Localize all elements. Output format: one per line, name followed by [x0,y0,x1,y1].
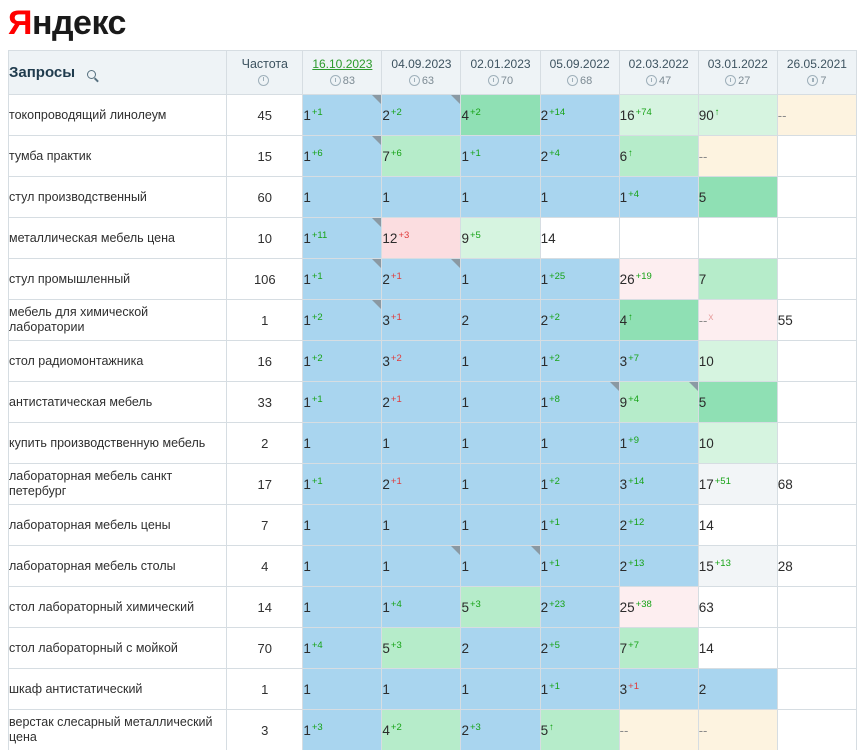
column-date-label-5: 03.01.2022 [707,56,768,71]
position-cell[interactable]: 5 [698,177,777,218]
position-cell[interactable]: $1^{+1}$ [540,546,619,587]
frequency-cell: 60 [227,177,303,218]
position-cell[interactable] [698,136,777,177]
query-cell[interactable]: тумба практик [9,136,227,177]
yandex-logo [8,0,126,46]
delta-indicator: +7 [628,639,639,651]
position-cell[interactable]: 2 [461,628,540,669]
delta-indicator: +1 [549,680,560,692]
position-cell[interactable]: 1 [461,464,540,505]
delta-indicator: +1 [311,270,323,282]
position-cell[interactable]: $2^{+3}$ [461,710,540,750]
position-cell[interactable]: $9^{+4}$ [619,382,698,423]
delta-indicator: +1 [549,516,560,528]
query-cell[interactable]: мебель для химической лаборатории [9,300,227,341]
column-header-date-6[interactable] [777,51,856,95]
delta-indicator: +1 [390,270,402,282]
query-cell[interactable]: лабораторная мебель цены [9,505,227,546]
delta-indicator: +2 [390,721,402,733]
position-cell[interactable]: 1 [382,669,461,710]
position-cell[interactable]: 5 [698,382,777,423]
position-cell[interactable]: $1^{+2}$ [303,300,382,341]
position-cell[interactable] [777,341,856,382]
no-position-dash: -- [698,722,708,738]
delta-indicator: +1 [311,393,323,405]
position-cell[interactable]: 1 [303,587,382,628]
column-header-date-3[interactable] [540,51,619,95]
delta-indicator: +2 [549,311,560,323]
column-header-frequency[interactable] [227,51,303,95]
position-cell[interactable] [777,423,856,464]
delta-indicator: +38 [635,598,652,610]
position-cell[interactable]: $3^{+14}$ [619,464,698,505]
position-cell[interactable]: 1 [303,177,382,218]
column-date-label-0: 16.10.2023 [312,56,373,71]
frequency-cell: 1 [227,300,303,341]
delta-indicator: +4 [311,639,323,651]
position-cell[interactable]: $1^{+1}$ [540,505,619,546]
column-header-date-5[interactable] [698,51,777,95]
column-date-label-6: 26.05.2021 [786,56,847,71]
position-cell[interactable]: 1 [461,423,540,464]
position-cell[interactable]: 1 [461,546,540,587]
position-cell[interactable]: $1^{+8}$ [540,382,619,423]
delta-indicator: +4 [628,188,639,200]
column-date-label-1: 04.09.2023 [391,56,452,71]
delta-indicator: +2 [390,106,402,118]
delta-indicator: +1 [628,680,639,692]
position-cell[interactable]: 14 [698,628,777,669]
no-position-dash: -- [698,148,708,164]
position-cell[interactable]: 1 [461,669,540,710]
frequency-cell: 33 [227,382,303,423]
column-date-count-1: 63 [382,73,460,88]
table-row[interactable] [9,628,857,669]
column-header-queries[interactable] [9,51,227,95]
frequency-label: Частота [241,56,288,71]
position-cell[interactable] [777,177,856,218]
delta-indicator: +12 [628,516,645,528]
query-cell[interactable]: стул промышленный [9,259,227,300]
query-cell[interactable]: стол лабораторный с мойкой [9,628,227,669]
position-cell[interactable]: $1^{+6}$ [303,136,382,177]
delta-indicator: +13 [628,557,645,569]
query-cell[interactable]: антистатическая мебель [9,382,227,423]
delta-indicator: +74 [635,106,652,118]
position-cell[interactable] [777,95,856,136]
position-cell[interactable]: $1^{+2}$ [540,464,619,505]
table-row[interactable] [9,587,857,628]
position-cell[interactable]: 14 [698,505,777,546]
query-cell[interactable]: шкаф антистатический [9,669,227,710]
clock-icon [725,75,736,86]
table-row[interactable] [9,423,857,464]
frequency-cell: 17 [227,464,303,505]
position-cell[interactable] [619,710,698,750]
position-cell[interactable] [777,505,856,546]
position-cell[interactable]: $2^{+14}$ [540,95,619,136]
position-cell[interactable]: 1 [461,259,540,300]
delta-indicator: +1 [470,147,481,159]
logo-rest: ндекс [31,4,126,42]
column-date-label-3: 05.09.2022 [549,56,610,71]
column-date-count-3: 68 [541,73,619,88]
position-cell[interactable]: $1^{+4}$ [303,628,382,669]
header-row [9,51,857,95]
position-cell[interactable]: $1^{+9}$ [619,423,698,464]
delta-indicator: +1 [311,475,323,487]
table-row[interactable] [9,710,857,750]
delta-indicator: +9 [628,434,639,446]
position-cell[interactable]: 4↑ [619,300,698,341]
delta-indicator: +1 [390,475,402,487]
delta-indicator: +51 [714,475,731,487]
position-cell[interactable]: 1 [382,546,461,587]
delta-x-marker: x [708,311,714,323]
delta-indicator: +2 [311,311,323,323]
position-cell[interactable] [777,136,856,177]
table-row[interactable] [9,177,857,218]
frequency-cell: 45 [227,95,303,136]
position-cell[interactable]: $2^{+4}$ [540,136,619,177]
position-cell[interactable]: 55 [777,300,856,341]
position-cell[interactable]: $26^{+19}$ [619,259,698,300]
delta-indicator: +5 [470,229,481,241]
position-cell[interactable]: $12^{+3}$ [382,218,461,259]
position-cell[interactable]: $9^{+5}$ [461,218,540,259]
position-cell[interactable]: 1 [540,423,619,464]
logo-ya-letter: Я [8,4,32,42]
position-cell[interactable]: $1^{+2}$ [303,341,382,382]
delta-indicator: +2 [549,475,560,487]
position-cell[interactable]: $5^{+3}$ [382,628,461,669]
position-cell[interactable]: 90↑ [698,95,777,136]
position-cell[interactable] [698,710,777,750]
delta-indicator: ↑ [714,106,720,118]
table-row[interactable] [9,136,857,177]
column-date-count-5: 27 [699,73,777,88]
position-cell[interactable]: 2 [461,300,540,341]
frequency-cell: 10 [227,218,303,259]
position-cell[interactable]: 7 [698,259,777,300]
delta-indicator: +4 [549,147,560,159]
column-date-count-4: 47 [620,73,698,88]
delta-indicator: +14 [549,106,566,118]
table-row[interactable] [9,546,857,587]
position-cell[interactable]: $3^{+7}$ [619,341,698,382]
position-cell[interactable]: 1 [303,669,382,710]
position-cell[interactable]: $2^{+2}$ [382,95,461,136]
clock-icon [646,75,657,86]
position-cell[interactable]: 28 [777,546,856,587]
position-cell[interactable]: 1 [461,341,540,382]
position-cell[interactable]: $7^{+6}$ [382,136,461,177]
position-cell[interactable]: $1^{+1}$ [303,95,382,136]
frequency-cell: 70 [227,628,303,669]
frequency-cell: 3 [227,710,303,750]
table-header [9,51,857,95]
position-cell[interactable] [619,218,698,259]
position-cell[interactable]: 1 [540,177,619,218]
position-cell[interactable]: $1^{+1}$ [303,464,382,505]
delta-indicator: +5 [549,639,560,651]
column-date-count-2: 70 [461,73,539,88]
position-cell[interactable]: $1^{+3}$ [303,710,382,750]
position-cell[interactable]: 1 [461,505,540,546]
position-cell[interactable]: $3^{+1}$ [619,669,698,710]
position-cell[interactable]: 14 [540,218,619,259]
delta-indicator: +3 [311,721,323,733]
position-cell[interactable] [777,259,856,300]
position-cell[interactable] [777,587,856,628]
position-cell[interactable]: 1 [461,177,540,218]
delta-indicator: +4 [628,393,639,405]
delta-indicator: +1 [549,557,560,569]
query-cell[interactable]: стул производственный [9,177,227,218]
position-cell[interactable] [777,628,856,669]
delta-indicator: ↑ [628,147,633,159]
frequency-cell: 7 [227,505,303,546]
table-row[interactable] [9,669,857,710]
position-cell[interactable]: 10 [698,341,777,382]
position-cell[interactable]: $15^{+13}$ [698,546,777,587]
position-cell[interactable]: 6↑ [619,136,698,177]
delta-indicator: +19 [635,270,652,282]
delta-indicator: +2 [311,352,323,364]
delta-indicator: +2 [470,106,481,118]
delta-indicator: +2 [390,352,402,364]
position-cell[interactable]: 1 [382,505,461,546]
table-body [9,95,857,750]
column-header-date-4[interactable] [619,51,698,95]
position-cell[interactable]: $2^{+1}$ [382,259,461,300]
frequency-cell: 15 [227,136,303,177]
position-cell[interactable]: $1^{+1}$ [303,382,382,423]
no-position-dash: -- [698,312,708,328]
clock-icon [807,75,818,86]
table-row[interactable] [9,300,857,341]
table-row[interactable] [9,505,857,546]
position-cell[interactable]: $5^{+3}$ [461,587,540,628]
delta-indicator: +3 [398,229,410,241]
position-cell[interactable]: 68 [777,464,856,505]
position-cell[interactable] [777,218,856,259]
delta-indicator: +25 [549,270,566,282]
position-cell[interactable]: $1^{+11}$ [303,218,382,259]
position-cell[interactable]: 5↑ [540,710,619,750]
position-cell[interactable]: 1 [303,423,382,464]
delta-indicator: +23 [549,598,566,610]
position-cell[interactable]: $2^{+23}$ [540,587,619,628]
column-date-count-6: 7 [778,73,856,88]
position-cell[interactable] [777,710,856,750]
delta-indicator: +3 [470,598,481,610]
frequency-cell: 1 [227,669,303,710]
position-cell[interactable]: 1 [461,382,540,423]
search-icon[interactable] [87,66,96,83]
position-cell[interactable]: $1^{+2}$ [540,341,619,382]
position-cell[interactable]: 10 [698,423,777,464]
position-cell[interactable]: 63 [698,587,777,628]
query-cell[interactable]: стол лабораторный химический [9,587,227,628]
table-row[interactable] [9,95,857,136]
position-cell[interactable]: $4^{+2}$ [461,95,540,136]
delta-indicator: +3 [470,721,481,733]
frequency-cell: 2 [227,423,303,464]
queries-label: Запросы [9,64,76,81]
query-cell[interactable]: токопроводящий линолеум [9,95,227,136]
delta-indicator: +4 [390,598,402,610]
delta-indicator: ↑ [628,311,633,323]
delta-indicator: +3 [390,639,402,651]
position-cell[interactable]: $3^{+1}$ [382,300,461,341]
column-header-date-2[interactable] [461,51,540,95]
position-cell[interactable]: 2 [698,669,777,710]
position-cell[interactable]: $2^{+1}$ [382,382,461,423]
query-cell[interactable]: стол радиомонтажника [9,341,227,382]
position-cell[interactable]: $1^{+4}$ [382,587,461,628]
position-cell[interactable]: $2^{+5}$ [540,628,619,669]
delta-indicator: ↑ [549,721,554,733]
delta-indicator: +1 [311,106,323,118]
position-cell[interactable]: $3^{+2}$ [382,341,461,382]
position-cell[interactable]: $1^{+1}$ [540,669,619,710]
column-header-date-1[interactable] [382,51,461,95]
column-date-label-4: 02.03.2022 [628,56,689,71]
frequency-cell: 14 [227,587,303,628]
position-cell[interactable]: $4^{+2}$ [382,710,461,750]
column-date-label-2: 02.01.2023 [470,56,531,71]
position-cell[interactable]: $2^{+2}$ [540,300,619,341]
table-row[interactable] [9,382,857,423]
frequency-cell: 16 [227,341,303,382]
delta-indicator: +14 [628,475,645,487]
query-cell[interactable]: металлическая мебель цена [9,218,227,259]
position-cell[interactable]: 1 [303,505,382,546]
delta-indicator: +6 [311,147,323,159]
delta-indicator: +7 [628,352,639,364]
delta-indicator: +11 [311,229,328,241]
position-cell[interactable]: $1^{+25}$ [540,259,619,300]
position-cell[interactable]: $2^{+1}$ [382,464,461,505]
position-cell[interactable] [698,218,777,259]
position-cell[interactable]: $16^{+74}$ [619,95,698,136]
position-cell[interactable] [777,669,856,710]
delta-indicator: +13 [714,557,731,569]
position-cell[interactable]: 1 [303,546,382,587]
no-position-dash: -- [777,107,787,123]
position-cell[interactable]: $1^{+4}$ [619,177,698,218]
table-row[interactable] [9,259,857,300]
clock-icon [409,75,420,86]
table-row[interactable] [9,464,857,505]
clock-icon [488,75,499,86]
position-cell[interactable]: $25^{+38}$ [619,587,698,628]
no-position-dash: -- [619,722,629,738]
table-row[interactable] [9,341,857,382]
position-cell[interactable]: $1^{+1}$ [461,136,540,177]
delta-indicator: +8 [549,393,560,405]
position-cell[interactable]: $2^{+12}$ [619,505,698,546]
position-cell[interactable]: $7^{+7}$ [619,628,698,669]
position-cell[interactable]: $2^{+13}$ [619,546,698,587]
frequency-cell: 106 [227,259,303,300]
column-date-count-0: 83 [303,73,381,88]
delta-indicator: +6 [390,147,402,159]
position-cell[interactable]: 1 [382,423,461,464]
clock-icon [567,75,578,86]
delta-indicator: +2 [549,352,560,364]
query-cell[interactable]: лабораторная мебель столы [9,546,227,587]
position-cell[interactable]: 1 [382,177,461,218]
position-cell[interactable]: $1^{+1}$ [303,259,382,300]
clock-icon [258,75,269,86]
delta-indicator: +1 [390,311,402,323]
position-cell[interactable] [698,300,777,341]
table-row[interactable] [9,218,857,259]
column-header-date-0[interactable] [303,51,382,95]
query-cell[interactable]: купить производственную мебель [9,423,227,464]
position-cell[interactable] [777,382,856,423]
position-cell[interactable]: $17^{+51}$ [698,464,777,505]
query-cell[interactable]: лабораторная мебель санкт петербург [9,464,227,505]
positions-table [8,50,857,750]
positions-table-wrapper [8,50,857,750]
clock-icon [330,75,341,86]
frequency-cell: 4 [227,546,303,587]
delta-indicator: +1 [390,393,402,405]
query-cell[interactable]: верстак слесарный металлический цена [9,710,227,750]
